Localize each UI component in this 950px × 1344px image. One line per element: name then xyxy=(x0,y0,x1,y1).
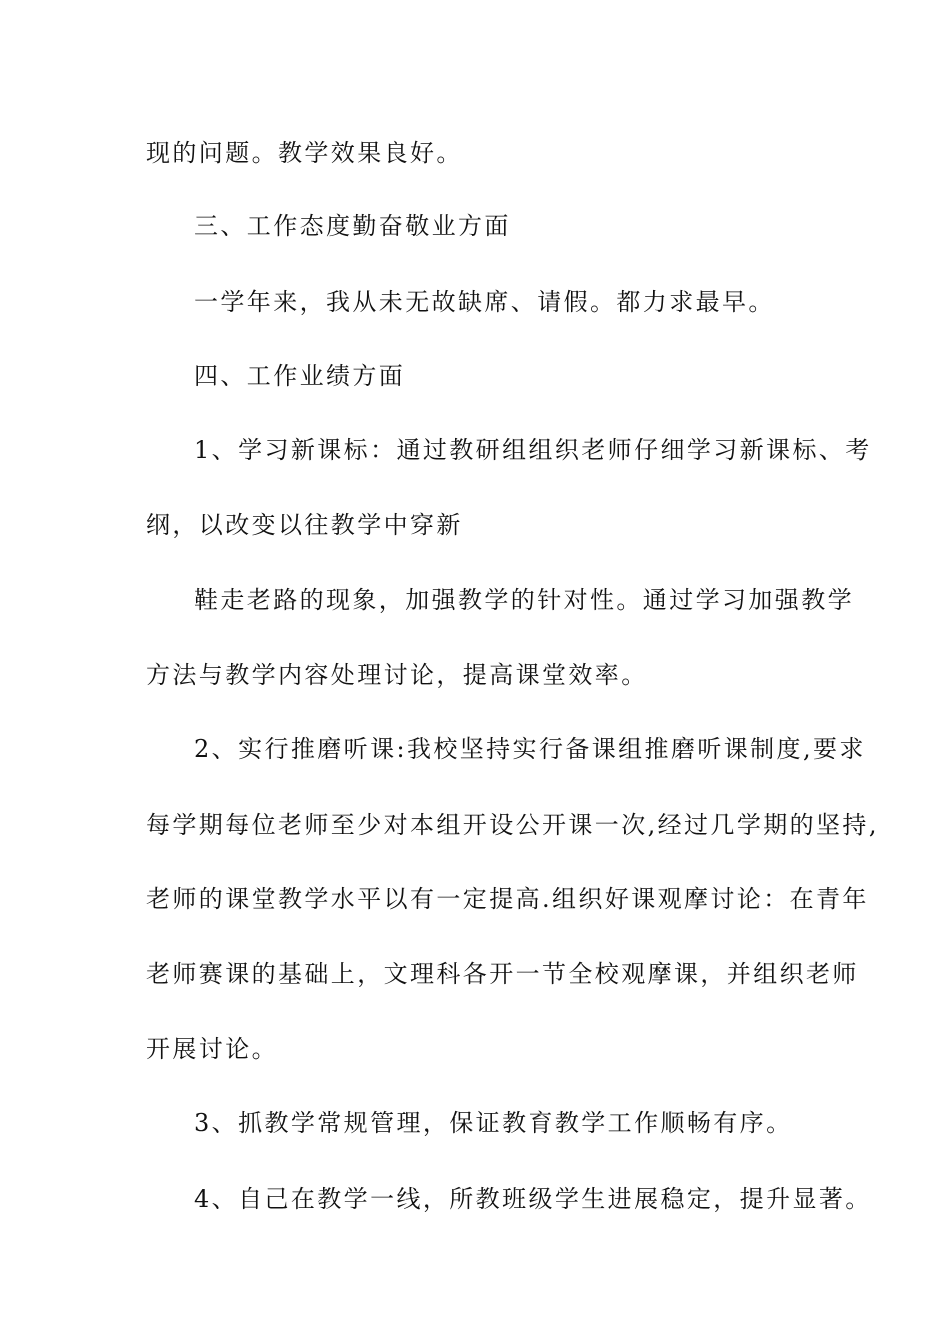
text-line: 方法与教学内容处理讨论，提高课堂效率。 xyxy=(146,661,648,689)
text-line: 开展讨论。 xyxy=(146,1035,278,1063)
text-line: 每学期每位老师至少对本组开设公开课一次,经过几学期的坚持, xyxy=(146,811,879,839)
text-line: 现的问题。教学效果良好。 xyxy=(146,139,463,167)
text-line: 老师的课堂教学水平以有一定提高.组织好课观摩讨论：在青年 xyxy=(146,885,869,913)
text-line: 一学年来，我从未无故缺席、请假。都力求最早。 xyxy=(194,288,775,316)
text-line: 老师赛课的基础上，文理科各开一节全校观摩课，并组织老师 xyxy=(146,960,859,988)
text-line: 2、实行推磨听课:我校坚持实行备课组推磨听课制度,要求 xyxy=(194,735,866,763)
text-line: 3、抓教学常规管理，保证教育教学工作顺畅有序。 xyxy=(194,1109,793,1137)
section-heading: 三、工作态度勤奋敬业方面 xyxy=(194,212,511,240)
text-line: 4、自己在教学一线，所教班级学生进展稳定，提升显著。 xyxy=(194,1185,872,1213)
text-line: 纲，以改变以往教学中穿新 xyxy=(146,511,463,539)
section-heading: 四、工作业绩方面 xyxy=(194,362,406,390)
text-line: 鞋走老路的现象，加强教学的针对性。通过学习加强教学 xyxy=(194,586,854,614)
text-line: 1、学习新课标：通过教研组组织老师仔细学习新课标、考 xyxy=(194,436,872,464)
